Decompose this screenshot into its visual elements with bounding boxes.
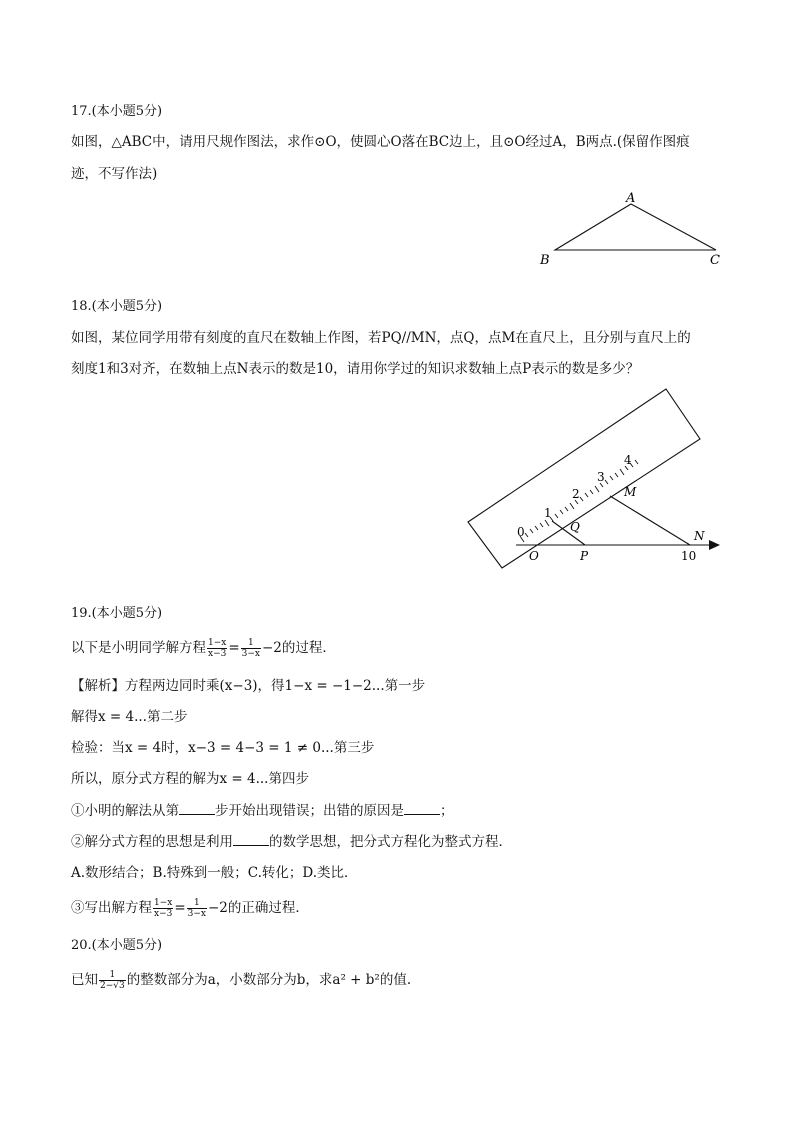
- vertex-b-label: B: [540, 253, 550, 268]
- q19-part2: ②解分式方程的思想是利用 的数学思想，把分式方程化为整式方程．: [71, 834, 512, 850]
- q19-part1: ①小明的解法从第 步开始出现错误；出错的原因是 ；: [71, 803, 454, 819]
- vertex-c-label: C: [710, 253, 720, 268]
- answer-blank: [404, 802, 440, 815]
- ruler-tick-4: 4: [624, 453, 632, 467]
- number-line-arrow: [709, 540, 720, 550]
- q19-step2: 解得x = 4...第二步: [71, 709, 188, 725]
- vertex-a-label: A: [626, 191, 636, 206]
- q18-header: 18.(本小题5分): [71, 299, 163, 314]
- q19-intro: 以下是小明同学解方程 $\frac{1-x}{x-3}$ = $\frac{1}{3-x}$ −2的过程．: [71, 638, 336, 659]
- q18-text-line1: 如图，某位同学用带有刻度的直尺在数轴上作图，若PQ//MN，点Q，点M在直尺上，且分别与直尺上的: [71, 330, 691, 346]
- ruler-tick-2: 2: [572, 487, 580, 501]
- q17-text-line1: 如图，△ABC中，请用尺规作图法，求作⊙O，使圆心O落在BC边上，且⊙O经过A，B两点.(保留作图痕: [71, 134, 690, 150]
- q20-header: 20.(本小题5分): [71, 938, 163, 953]
- q20-fraction: $\frac{1}{2-√3}$: [100, 970, 125, 991]
- triangle-abc: [555, 204, 716, 250]
- q18-ruler-figure: [460, 385, 730, 575]
- equation-left-fraction: $\frac{1-x}{x-3}$: [208, 638, 227, 659]
- q19-header: 19.(本小题5分): [71, 606, 163, 621]
- q18-text-line2: 刻度1和3对齐，在数轴上点N表示的数是10，请用你学过的知识求数轴上点P表示的数是多少？: [71, 361, 640, 377]
- q19-intro-post: 的过程．: [281, 640, 336, 656]
- q19-part3: ③写出解方程 $\frac{1-x}{x-3}$ = $\frac{1}{3-x}$ −2的正确过程．: [71, 898, 309, 919]
- point-n-label: N: [694, 529, 705, 543]
- q20-text: 已知 $\frac{1}{2-√3}$ 的整数部分为a，小数部分为b，求a² + b²的值.: [71, 970, 412, 991]
- equation-right-fraction: $\frac{1}{3-x}$: [241, 638, 260, 659]
- point-10-label: 10: [681, 549, 697, 563]
- ruler-tick-1: 1: [544, 506, 552, 520]
- point-m-label: M: [624, 485, 637, 499]
- equation-left-fraction: $\frac{1-x}{x-3}$: [154, 898, 173, 919]
- answer-blank: [233, 833, 269, 846]
- q17-triangle-figure: [530, 188, 730, 268]
- point-p-label: P: [580, 549, 589, 563]
- point-q-label: Q: [570, 520, 580, 534]
- q19-step3: 检验：当x = 4时，x−3 = 4−3 = 1 ≠ 0...第三步: [71, 740, 375, 756]
- segment-mn: [610, 496, 690, 545]
- q19-step4: 所以，原分式方程的解为x = 4...第四步: [71, 771, 309, 787]
- point-o-label: O: [529, 549, 539, 563]
- q17-header: 17.(本小题5分): [71, 104, 163, 119]
- q19-options: A.数形结合；B.特殊到一般；C.转化；D.类比．: [71, 865, 358, 881]
- answer-blank: [179, 802, 215, 815]
- q17-text-line2: 迹，不写作法): [71, 166, 158, 182]
- ruler-tick-3: 3: [597, 470, 605, 484]
- ruler: [468, 389, 700, 568]
- q19-step1: 【解析】方程两边同时乘(x−3)，得1−x = −1−2...第一步: [71, 678, 426, 694]
- q19-intro-pre: 以下是小明同学解方程: [71, 640, 206, 656]
- ruler-tick-0: 0: [517, 525, 525, 539]
- equation-right-fraction: $\frac{1}{3-x}$: [187, 898, 206, 919]
